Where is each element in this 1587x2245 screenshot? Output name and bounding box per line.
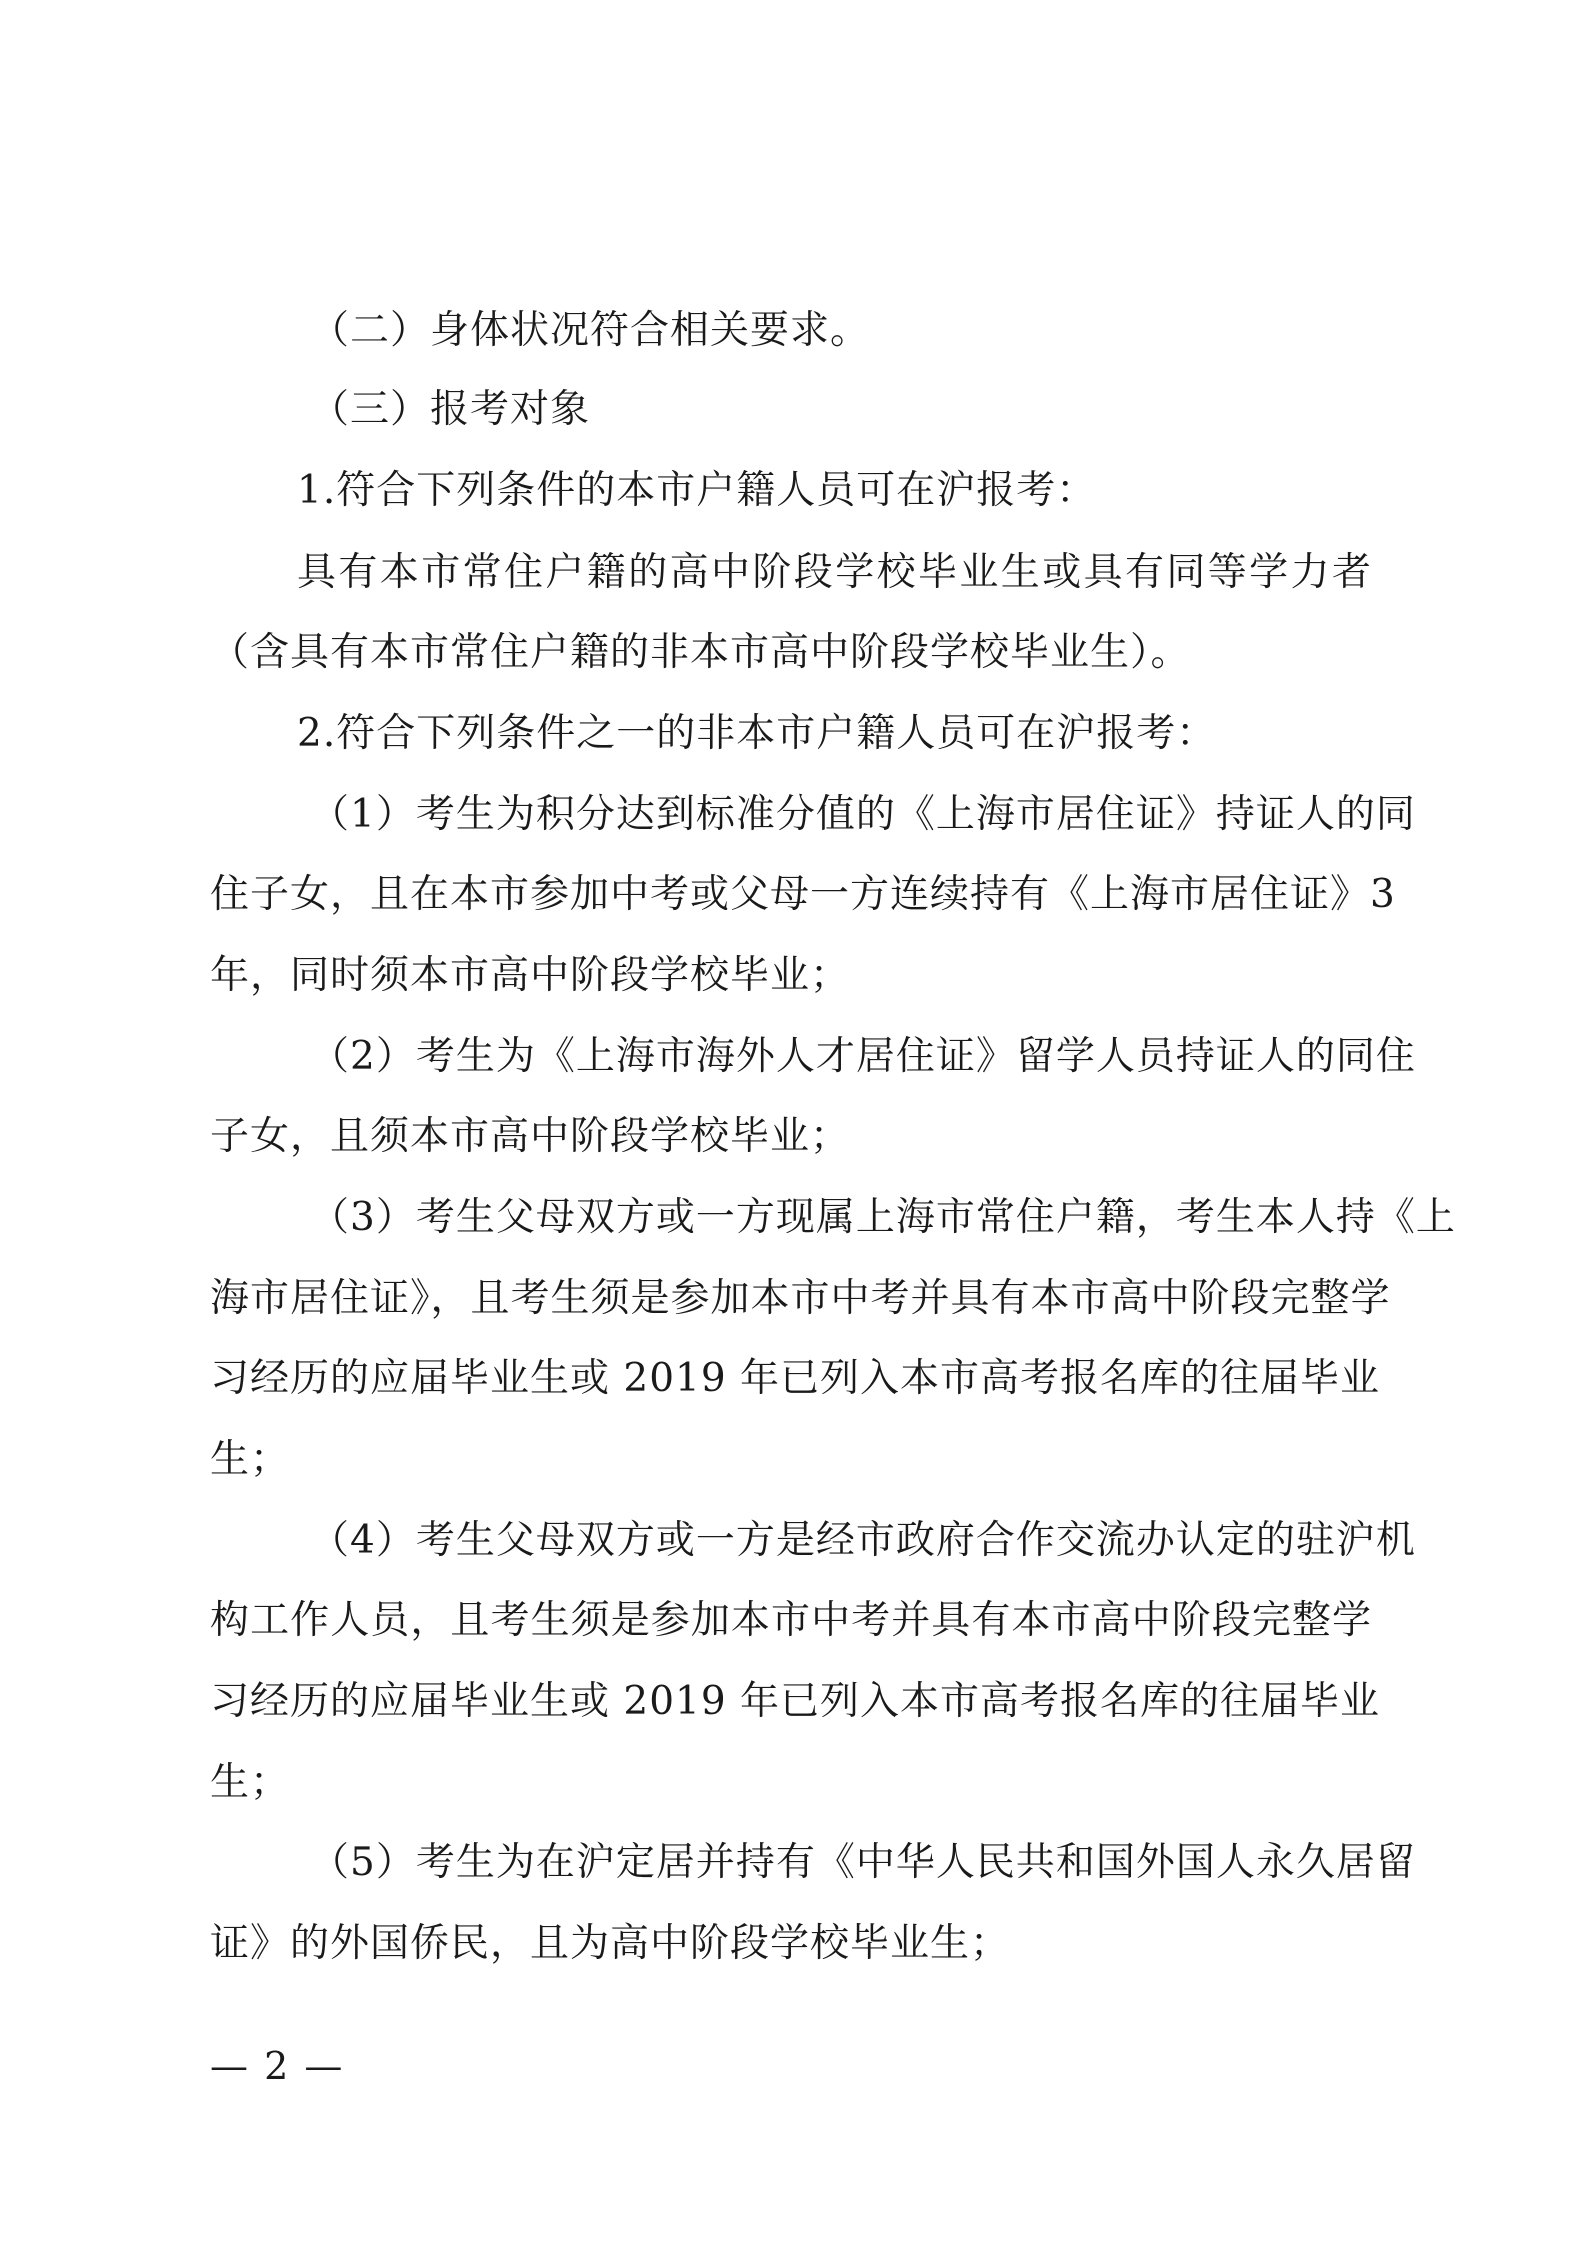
paragraph-line: （5）考生为在沪定居并持有《中华人民共和国外国人永久居留 <box>310 1840 1416 1885</box>
paragraph-line: 海市居住证》，且考生须是参加本市中考并具有本市高中阶段完整学 <box>210 1276 1391 1321</box>
paragraph-line: 年，同时须本市高中阶段学校毕业； <box>210 953 851 998</box>
paragraph-line: （2）考生为《上海市海外人才居住证》留学人员持证人的同住 <box>310 1034 1416 1079</box>
paragraph-line: 生； <box>210 1437 291 1482</box>
paragraph-line: 具有本市常住户籍的高中阶段学校毕业生或具有同等学力者 <box>297 550 1372 595</box>
paragraph-line: 习经历的应届毕业生或 2019 年已列入本市高考报名库的往届毕业 <box>210 1679 1381 1724</box>
paragraph-line: 生； <box>210 1760 291 1805</box>
paragraph-line: （1）考生为积分达到标准分值的《上海市居住证》持证人的同 <box>310 792 1416 837</box>
section-heading-health: （二）身体状况符合相关要求。 <box>310 308 871 353</box>
section-heading-applicants: （三）报考对象 <box>310 387 591 432</box>
paragraph-line: 证》的外国侨民，且为高中阶段学校毕业生； <box>210 1921 1011 1966</box>
item-heading-local: 1.符合下列条件的本市户籍人员可在沪报考： <box>297 468 1097 513</box>
paragraph-line: 子女，且须本市高中阶段学校毕业； <box>210 1114 851 1159</box>
page-number: — 2 — <box>210 2044 345 2088</box>
item-heading-nonlocal: 2.符合下列条件之一的非本市户籍人员可在沪报考： <box>297 711 1217 756</box>
paragraph-line: （4）考生父母双方或一方是经市政府合作交流办认定的驻沪机 <box>310 1518 1416 1563</box>
paragraph-line: 习经历的应届毕业生或 2019 年已列入本市高考报名库的往届毕业 <box>210 1356 1381 1401</box>
paragraph-line: 构工作人员，且考生须是参加本市中考并具有本市高中阶段完整学 <box>210 1598 1372 1643</box>
paragraph-line: （含具有本市常住户籍的非本市高中阶段学校毕业生）。 <box>210 630 1191 675</box>
paragraph-line: 住子女，且在本市参加中考或父母一方连续持有《上海市居住证》3 <box>210 872 1396 917</box>
paragraph-line: （3）考生父母双方或一方现属上海市常住户籍，考生本人持《上 <box>310 1195 1456 1240</box>
